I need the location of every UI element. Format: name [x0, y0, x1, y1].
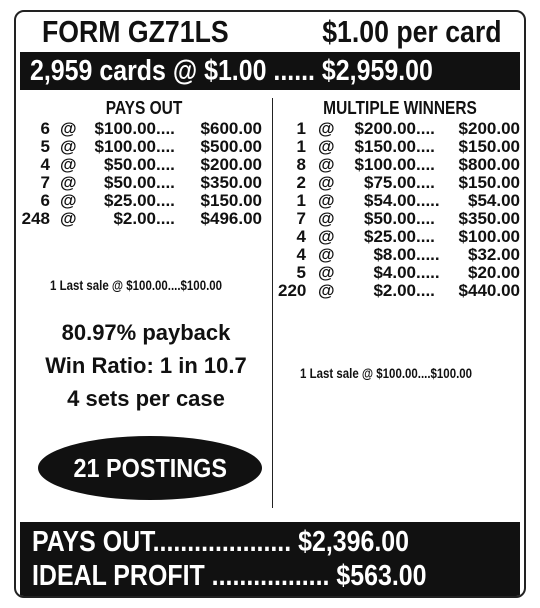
prize-dots: .... [156, 209, 175, 228]
totals-bar [20, 522, 520, 596]
cards-summary-text: 2,959 cards @ $1.00 ...... $2,959.00 [30, 55, 433, 87]
multiple-winners-column [278, 96, 522, 381]
prize-amount: $200.00 [354, 119, 416, 138]
prize-at: @ [60, 155, 77, 174]
prize-qty: 6 [40, 191, 50, 210]
prize-qty: 7 [296, 209, 306, 228]
prize-qty: 1 [296, 137, 306, 156]
prize-amount: $100.00 [354, 155, 416, 174]
prize-dots: .... [416, 119, 435, 138]
prize-at: @ [318, 245, 335, 264]
prize-total: $496.00 [200, 209, 262, 228]
prize-total: $500.00 [200, 137, 262, 156]
prize-row [278, 246, 522, 264]
prize-dots: .... [416, 173, 435, 192]
cards-summary-bar [20, 52, 520, 90]
column-divider [272, 98, 273, 508]
prize-at: @ [60, 173, 77, 192]
prize-amount: $54.00 [364, 191, 416, 210]
prize-row [278, 156, 522, 174]
prize-qty: 2 [296, 173, 306, 192]
prize-dots: .... [156, 137, 175, 156]
prize-row [278, 192, 522, 210]
prize-dots: .... [156, 191, 175, 210]
prize-at: @ [318, 227, 335, 246]
prize-dots: .... [416, 209, 435, 228]
prize-row [278, 264, 522, 282]
prize-total: $200.00 [200, 155, 262, 174]
prize-dots: .... [416, 155, 435, 174]
prize-row [278, 120, 522, 138]
prize-at: @ [318, 263, 335, 282]
prize-dots: .... [156, 119, 175, 138]
prize-total: $150.00 [200, 191, 262, 210]
postings-text: 21 POSTINGS [73, 453, 227, 483]
prize-dots: .... [416, 137, 435, 156]
prize-total: $150.00 [458, 137, 520, 156]
prize-qty: 5 [40, 137, 50, 156]
prize-row [278, 282, 522, 300]
payback-text: 80.97% payback [61, 320, 231, 345]
win-ratio-text: Win Ratio: 1 in 10.7 [45, 353, 247, 378]
prize-dots: .... [416, 227, 435, 246]
prize-row [278, 228, 522, 246]
prize-qty: 8 [296, 155, 306, 174]
prize-qty: 5 [296, 263, 306, 282]
prize-qty: 4 [296, 245, 306, 264]
multiple-winners-heading: MULTIPLE WINNERS [323, 98, 477, 118]
prize-at: @ [318, 209, 335, 228]
stats-block [20, 316, 272, 415]
flare-card [14, 10, 526, 598]
sets-per-case-text: 4 sets per case [67, 386, 225, 411]
prize-at: @ [318, 191, 335, 210]
prize-qty: 220 [278, 281, 307, 300]
prize-row [278, 174, 522, 192]
pays-out-last-sale: 1 Last sale @ $100.00....$100.00 [50, 277, 223, 293]
price-label: $1.00 per card [322, 14, 502, 49]
postings-badge [38, 436, 262, 500]
prize-qty: 4 [296, 227, 306, 246]
prize-amount: $100.00 [94, 119, 156, 138]
prize-amount: $2.00 [113, 209, 156, 228]
prize-dots: ..... [416, 245, 440, 264]
prize-row [20, 120, 268, 138]
prize-total: $150.00 [458, 173, 520, 192]
prize-at: @ [318, 119, 335, 138]
prize-at: @ [318, 155, 335, 174]
prize-total: $350.00 [200, 173, 262, 192]
prize-at: @ [60, 191, 77, 210]
prize-qty: 4 [40, 155, 50, 174]
prize-total: $100.00 [458, 227, 520, 246]
pays-out-table [20, 120, 268, 228]
pays-out-column [20, 96, 268, 293]
prize-at: @ [60, 119, 77, 138]
prize-total: $440.00 [458, 281, 520, 300]
prize-amount: $25.00 [364, 227, 416, 246]
prize-total: $200.00 [458, 119, 520, 138]
title-row [16, 12, 524, 50]
prize-total: $800.00 [458, 155, 520, 174]
prize-row [20, 156, 268, 174]
prize-total: $600.00 [200, 119, 262, 138]
prize-amount: $25.00 [104, 191, 156, 210]
prize-total: $20.00 [468, 263, 520, 282]
prize-at: @ [60, 137, 77, 156]
prize-amount: $150.00 [354, 137, 416, 156]
prize-row [278, 210, 522, 228]
multiple-winners-last-sale: 1 Last sale @ $100.00....$100.00 [300, 365, 473, 381]
prize-dots: .... [416, 281, 435, 300]
prize-dots: ..... [416, 191, 440, 210]
prize-qty: 1 [296, 191, 306, 210]
prize-amount: $2.00 [373, 281, 416, 300]
prize-qty: 7 [40, 173, 50, 192]
prize-qty: 6 [40, 119, 50, 138]
prize-row [20, 138, 268, 156]
prize-amount: $50.00 [364, 209, 416, 228]
pays-out-heading: PAYS OUT [105, 98, 183, 118]
prize-amount: $50.00 [104, 155, 156, 174]
prize-amount: $100.00 [94, 137, 156, 156]
prize-dots: ..... [416, 263, 440, 282]
multiple-winners-table [278, 120, 522, 300]
prize-total: $32.00 [468, 245, 520, 264]
prize-row [278, 138, 522, 156]
prize-row [20, 174, 268, 192]
prize-amount: $50.00 [104, 173, 156, 192]
prize-at: @ [318, 137, 335, 156]
prize-row [20, 192, 268, 210]
prize-amount: $75.00 [364, 173, 416, 192]
prize-dots: .... [156, 173, 175, 192]
prize-amount: $4.00 [373, 263, 416, 282]
prize-at: @ [318, 173, 335, 192]
prize-at: @ [318, 281, 335, 300]
pays-out-total: PAYS OUT.................... $2,396.00 [32, 526, 410, 558]
prize-row [20, 210, 268, 228]
prize-total: $350.00 [458, 209, 520, 228]
prize-dots: .... [156, 155, 175, 174]
form-label: FORM GZ71LS [42, 14, 229, 49]
ideal-profit-total: IDEAL PROFIT ................. $563.00 [32, 560, 427, 592]
prize-total: $54.00 [468, 191, 520, 210]
prize-at: @ [60, 209, 77, 228]
prize-qty: 1 [296, 119, 306, 138]
prize-qty: 248 [21, 209, 50, 228]
prize-amount: $8.00 [373, 245, 416, 264]
